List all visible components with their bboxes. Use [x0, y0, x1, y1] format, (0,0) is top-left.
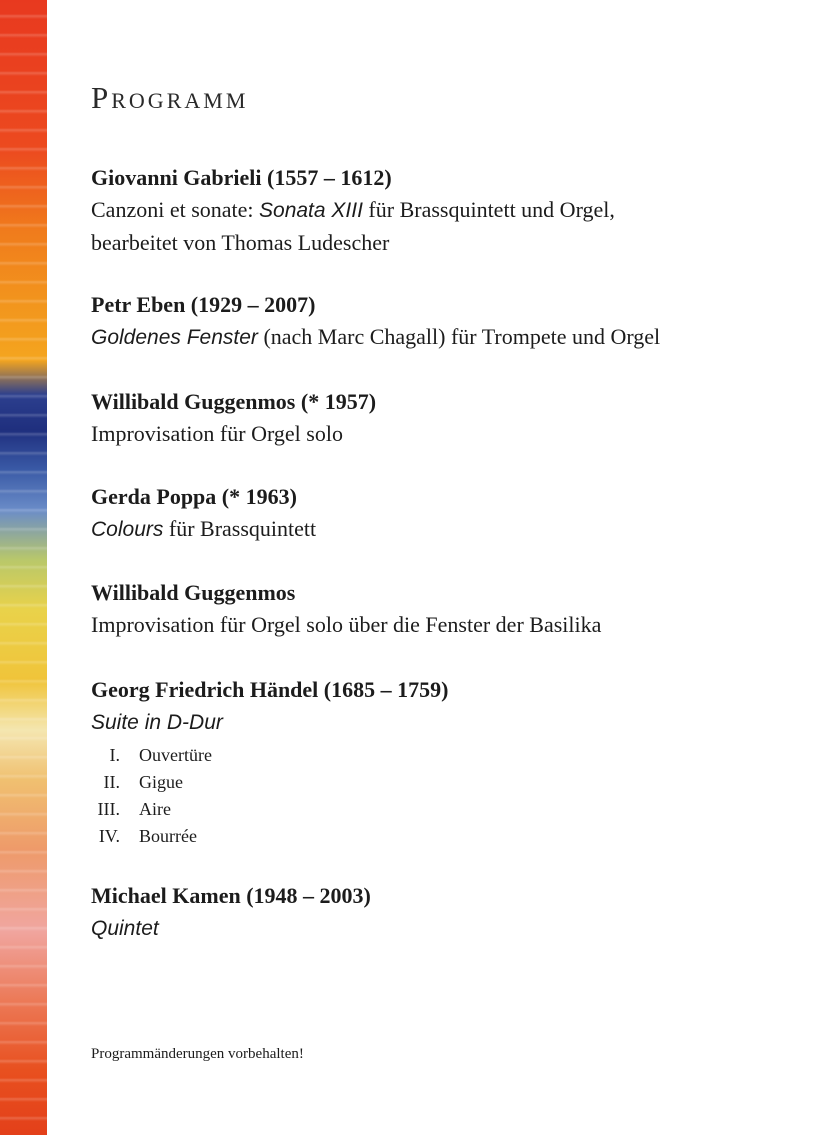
work-title: Suite in D-Dur: [91, 711, 223, 734]
composer-name: Michael Kamen (1948 – 2003): [91, 883, 371, 908]
list-item: II. Gigue: [103, 772, 183, 792]
decorative-color-stripe: [0, 0, 47, 1135]
program-entry-gabrieli: [91, 162, 791, 259]
program-entry-kamen: [91, 880, 791, 945]
program-entry-guggenmos-2: [91, 577, 791, 641]
footer-note: Programmänderungen vorbehalten!: [91, 1046, 304, 1062]
composer-name: Willibald Guggenmos: [91, 580, 296, 605]
composer-name: Willibald Guggenmos (* 1957): [91, 389, 377, 414]
work-title: Goldenes Fenster (nach Marc Chagall) für Trompete und Orgel: [91, 324, 661, 349]
list-item: III. Aire: [97, 799, 171, 819]
work-title: Canzoni et sonate: Sonata XIII für Brassquintett und Orgel,: [91, 197, 615, 222]
program-entry-haendel: [91, 674, 791, 739]
composer-name: Giovanni Gabrieli (1557 – 1612): [91, 165, 392, 190]
program-entry-guggenmos-1: [91, 386, 791, 450]
program-entry-eben: [91, 289, 791, 354]
composer-name: Petr Eben (1929 – 2007): [91, 292, 316, 317]
composer-name: Gerda Poppa (* 1963): [91, 484, 297, 509]
list-item: IV. Bourrée: [98, 826, 197, 846]
work-title: Colours für Brassquintett: [91, 516, 317, 541]
page-title: Programm: [91, 80, 249, 115]
movement-list: [91, 742, 212, 850]
work-title: Improvisation für Orgel solo: [91, 421, 343, 446]
program-entry-poppa: [91, 481, 791, 546]
list-item: I. Ouvertüre: [109, 745, 212, 765]
work-title: Quintet: [91, 917, 159, 940]
work-arrangement: bearbeitet von Thomas Ludescher: [91, 230, 390, 255]
work-title: Improvisation für Orgel solo über die Fenster der Basilika: [91, 612, 602, 637]
composer-name: Georg Friedrich Händel (1685 – 1759): [91, 677, 449, 702]
